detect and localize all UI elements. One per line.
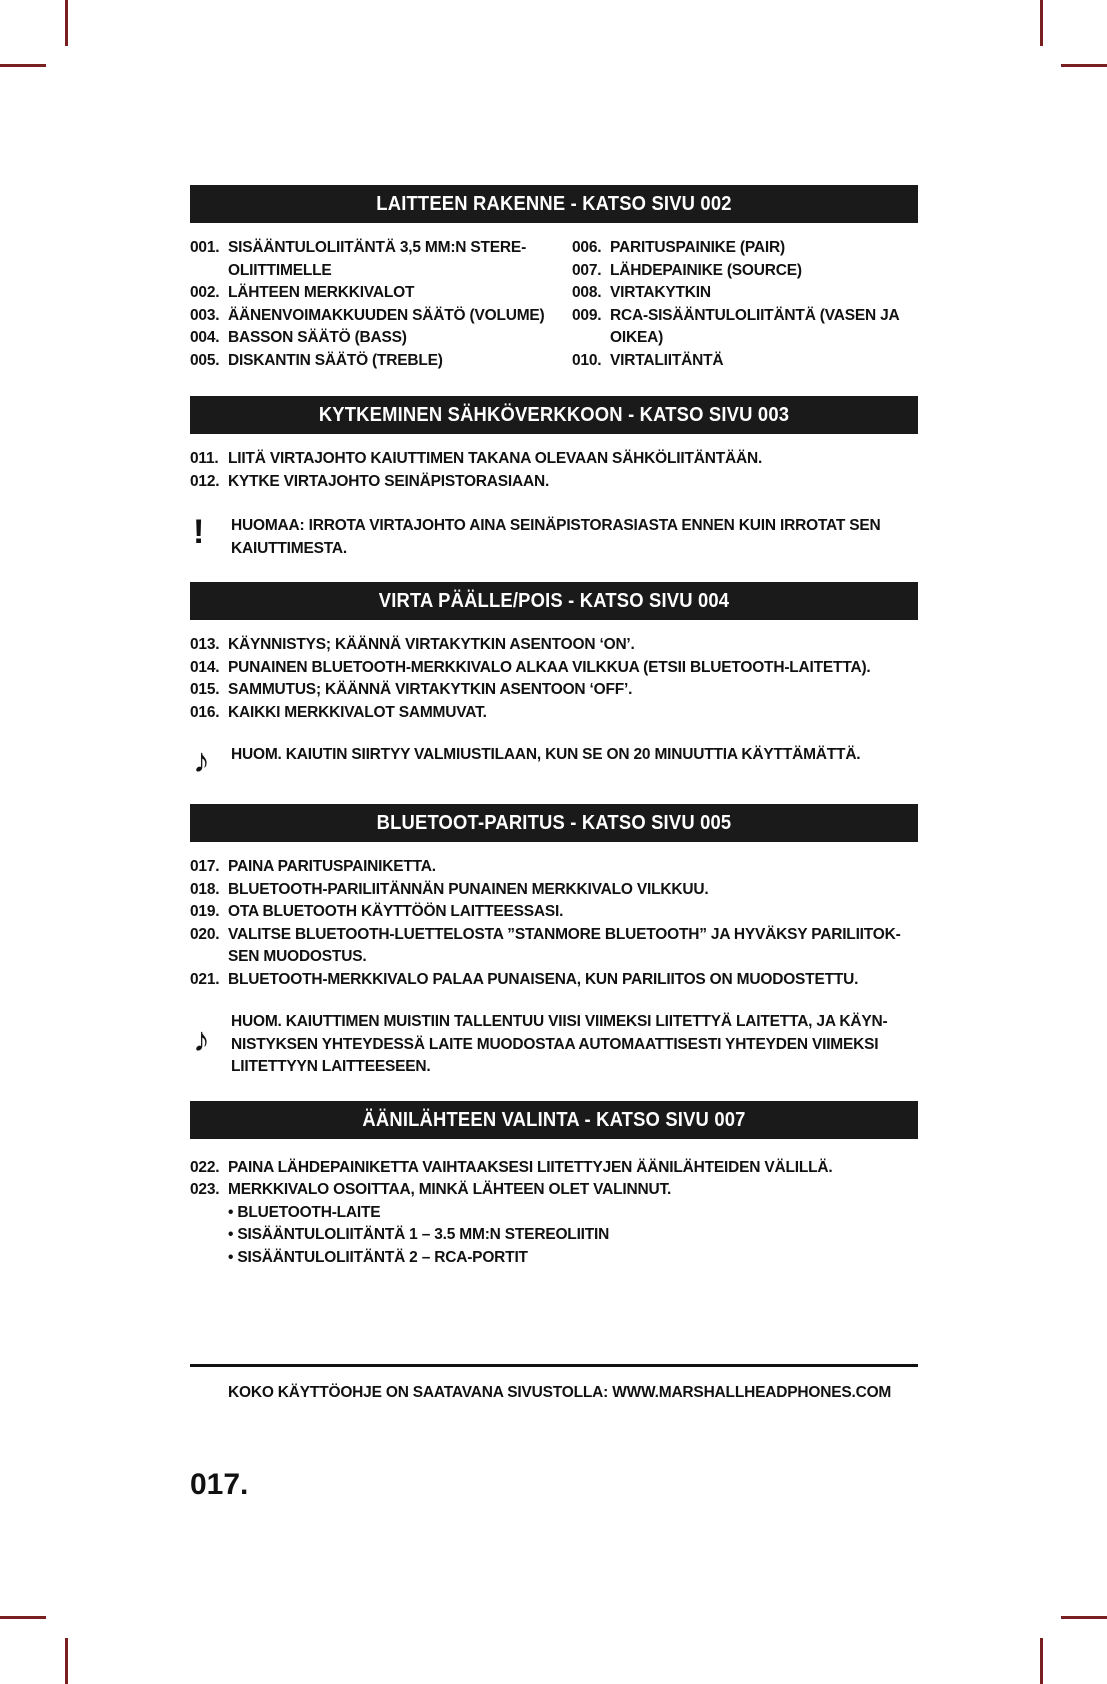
item-text: LIITÄ VIRTAJOHTO KAIUTTIMEN TAKANA OLEVAAN SÄHKÖLIITÄNTÄÄN.: [228, 450, 763, 467]
list-item: • SISÄÄNTULOLIITÄNTÄ 1 – 3.5 MM:N STEREOLIITIN: [228, 1226, 610, 1243]
warning-note: [190, 515, 918, 560]
item-text: BASSON SÄÄTÖ (BASS): [228, 329, 407, 346]
item-number: 001.: [190, 239, 220, 256]
item-text: PAINA PARITUSPAINIKETTA.: [228, 858, 436, 875]
footer-divider: [190, 1364, 918, 1367]
note-text: HUOM. KAIUTIN SIIRTYY VALMIUSTILAAN, KUN SE ON 20 MINUUTTIA KÄYTTÄMÄTTÄ.: [231, 746, 861, 763]
list-item: [190, 679, 918, 702]
list-item: [190, 471, 918, 494]
crop-mark: [1061, 1616, 1107, 1619]
note-text: HUOM. KAIUTTIMEN MUISTIIN TALLENTUU VIISI VIIMEKSI LIITETTYÄ LAITETTA, JA KÄYN-NISTYKSEN YHTEYDESSÄ LAITE MUODOSTAA AUTOMAATTISESTI YHTEYDEN VIIMEKSI LIITETTYYN LAITTEESEEN.: [231, 1013, 888, 1075]
list-item: • SISÄÄNTULOLIITÄNTÄ 2 – RCA-PORTIT: [228, 1248, 528, 1266]
list-item: [572, 260, 918, 283]
item-text: RCA-SISÄÄNTULOLIITÄNTÄ (VASEN JA OIKEA): [610, 306, 899, 346]
item-number: 010.: [572, 351, 602, 369]
crop-mark: [1040, 0, 1043, 46]
item-number: 016.: [190, 703, 220, 721]
section-title: VIRTA PÄÄLLE/POIS - KATSO SIVU 004: [219, 582, 889, 620]
list-item: [572, 305, 918, 350]
item-number: 009.: [572, 306, 602, 324]
item-number: 011.: [190, 450, 219, 467]
list-item: [190, 969, 918, 992]
item-number: 008.: [572, 284, 602, 301]
list-item: [190, 1179, 918, 1202]
item-text: KÄYNNISTYS; KÄÄNNÄ VIRTAKYTKIN ASENTOON ‘ON’.: [228, 636, 635, 653]
list-item: [190, 1157, 918, 1180]
list-item: [190, 702, 918, 725]
parts-list-right: [572, 237, 918, 372]
list-item: [190, 305, 572, 328]
crop-mark: [65, 1638, 68, 1684]
item-number: 006.: [572, 239, 602, 256]
item-number: 019.: [190, 903, 220, 920]
item-number: 023.: [190, 1181, 220, 1198]
section-title: KYTKEMINEN SÄHKÖVERKKOON - KATSO SIVU 003: [219, 396, 889, 434]
steps-list: [190, 1157, 918, 1202]
section-header-bar: [190, 582, 918, 620]
item-text: PUNAINEN BLUETOOTH-MERKKIVALO ALKAA VILKKUA (ETSII BLUETOOTH-LAITETTA).: [228, 658, 871, 676]
item-number: 012.: [190, 472, 220, 490]
steps-list: [190, 856, 918, 991]
crop-mark: [0, 64, 46, 67]
list-item: [190, 856, 918, 879]
item-number: 021.: [190, 970, 220, 988]
section-header-bar: [190, 1101, 918, 1139]
section-title: LAITTEEN RAKENNE - KATSO SIVU 002: [219, 185, 889, 223]
item-number: 005.: [190, 351, 220, 369]
source-list: [190, 1202, 918, 1270]
item-text: LÄHDEPAINIKE (SOURCE): [610, 261, 802, 279]
parts-list: [190, 237, 918, 372]
section-title: BLUETOOT-PARITUS - KATSO SIVU 005: [219, 804, 889, 842]
item-number: 014.: [190, 658, 220, 676]
item-text: PARITUSPAINIKE (PAIR): [610, 239, 785, 256]
item-number: 003.: [190, 306, 220, 324]
item-text: SISÄÄNTULOLIITÄNTÄ 3,5 MM:N STERE-OLIITTIMELLE: [228, 239, 527, 279]
section-title: ÄÄNILÄHTEEN VALINTA - KATSO SIVU 007: [219, 1101, 889, 1139]
item-text: OTA BLUETOOTH KÄYTTÖÖN LAITTEESSASI.: [228, 903, 564, 920]
item-text: SAMMUTUS; KÄÄNNÄ VIRTAKYTKIN ASENTOON ‘OFF’.: [228, 681, 633, 698]
item-text: PAINA LÄHDEPAINIKETTA VAIHTAAKSESI LIITETTYJEN ÄÄNILÄHTEIDEN VÄLILLÄ.: [228, 1158, 833, 1176]
crop-mark: [1040, 1638, 1043, 1684]
list-item: [190, 879, 918, 902]
item-number: 007.: [572, 261, 602, 279]
list-item: [190, 901, 918, 924]
item-number: 022.: [190, 1158, 220, 1176]
exclamation-icon: !: [193, 513, 205, 551]
list-item: [572, 350, 918, 373]
list-item: [572, 237, 918, 260]
crop-mark: [0, 1616, 46, 1619]
item-number: 015.: [190, 681, 220, 698]
item-number: 004.: [190, 329, 220, 346]
item-text: VIRTAKYTKIN: [610, 284, 711, 301]
item-number: 013.: [190, 636, 220, 653]
list-item: [190, 924, 918, 969]
item-number: 002.: [190, 284, 220, 301]
item-text: VIRTALIITÄNTÄ: [610, 351, 724, 369]
list-item: [572, 282, 918, 305]
item-text: LÄHTEEN MERKKIVALOT: [228, 284, 415, 301]
list-item: [190, 237, 572, 282]
info-note: [190, 744, 918, 778]
list-item: [190, 634, 918, 657]
steps-list: [190, 634, 918, 724]
music-note-icon: ♪: [193, 1021, 210, 1059]
section-header-bar: [190, 185, 918, 223]
item-number: 018.: [190, 880, 220, 898]
manual-page: [190, 185, 918, 1269]
item-text: BLUETOOTH-MERKKIVALO PALAA PUNAISENA, KUN PARILIITOS ON MUODOSTETTU.: [228, 970, 859, 988]
item-text: DISKANTIN SÄÄTÖ (TREBLE): [228, 351, 443, 369]
item-text: MERKKIVALO OSOITTAA, MINKÄ LÄHTEEN OLET VALINNUT.: [228, 1181, 672, 1198]
music-note-icon: ♪: [193, 742, 210, 780]
footer-text: KOKO KÄYTTÖOHJE ON SAATAVANA SIVUSTOLLA: WWW.MARSHALLHEADPHONES.COM: [228, 1384, 892, 1401]
crop-mark: [1061, 64, 1107, 67]
section-header-bar: [190, 396, 918, 434]
list-item: [190, 350, 572, 373]
item-number: 017.: [190, 858, 220, 875]
list-item: [190, 282, 572, 305]
item-text: ÄÄNENVOIMAKKUUDEN SÄÄTÖ (VOLUME): [228, 306, 545, 324]
item-text: KYTKE VIRTAJOHTO SEINÄPISTORASIAAN.: [228, 472, 550, 490]
steps-list: [190, 448, 918, 493]
item-text: VALITSE BLUETOOTH-LUETTELOSTA ”STANMORE BLUETOOTH” JA HYVÄKSY PARILIITOK-SEN MUODOSTUS.: [228, 925, 901, 965]
info-note: [190, 1011, 918, 1079]
list-item: [190, 657, 918, 680]
item-text: BLUETOOTH-PARILIITÄNNÄN PUNAINEN MERKKIVALO VILKKUU.: [228, 880, 709, 898]
parts-list-left: [190, 237, 572, 372]
list-item: [190, 327, 572, 350]
item-text: KAIKKI MERKKIVALOT SAMMUVAT.: [228, 703, 487, 721]
list-item: [190, 448, 918, 471]
page-number: 017.: [190, 1468, 249, 1501]
crop-mark: [65, 0, 68, 46]
item-number: 020.: [190, 925, 220, 943]
list-item: • BLUETOOTH-LAITE: [228, 1203, 381, 1221]
section-header-bar: [190, 804, 918, 842]
note-text: HUOMAA: IRROTA VIRTAJOHTO AINA SEINÄPISTORASIASTA ENNEN KUIN IRROTAT SEN KAIUTTIMESTA.: [231, 517, 881, 557]
